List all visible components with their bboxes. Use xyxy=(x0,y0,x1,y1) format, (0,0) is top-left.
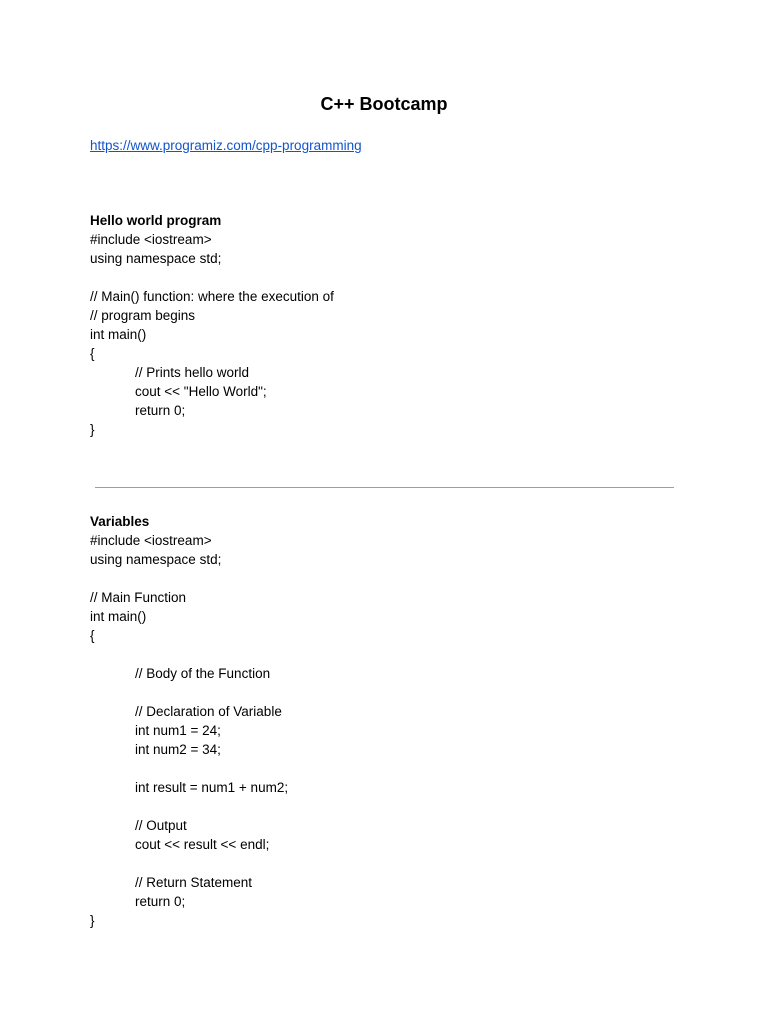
code-line: } xyxy=(90,422,95,437)
code-line: int result = num1 + num2; xyxy=(135,780,289,795)
blank-line xyxy=(90,645,288,664)
document-title: C++ Bootcamp xyxy=(320,94,448,114)
programiz-link[interactable]: https://www.programiz.com/cpp-programming xyxy=(90,138,362,153)
code-line: using namespace std; xyxy=(90,251,222,266)
blank-line xyxy=(90,683,288,702)
code-line: { xyxy=(90,628,95,643)
code-comment: // Output xyxy=(135,818,187,833)
blank-line xyxy=(90,797,288,816)
blank-line xyxy=(90,759,288,778)
code-line: { xyxy=(90,346,95,361)
code-line: return 0; xyxy=(135,403,186,418)
code-comment: // Declaration of Variable xyxy=(135,704,282,719)
code-comment: // Main() function: where the execution of xyxy=(90,289,334,304)
code-line: int num1 = 24; xyxy=(135,723,221,738)
hello-world-section xyxy=(90,211,334,439)
blank-line xyxy=(90,268,334,287)
code-line: using namespace std; xyxy=(90,552,222,567)
section-heading: Variables xyxy=(90,514,150,529)
code-line: #include <iostream> xyxy=(90,533,212,548)
horizontal-divider xyxy=(95,487,674,488)
code-line: return 0; xyxy=(135,894,186,909)
code-line: cout << "Hello World"; xyxy=(135,384,267,399)
code-line: int main() xyxy=(90,327,147,342)
code-comment: // Body of the Function xyxy=(135,666,271,681)
code-comment: // program begins xyxy=(90,308,196,323)
code-comment: // Prints hello world xyxy=(135,365,250,380)
blank-line xyxy=(90,854,288,873)
code-line: } xyxy=(90,913,95,928)
code-line: #include <iostream> xyxy=(90,232,212,247)
code-line: cout << result << endl; xyxy=(135,837,270,852)
section-heading: Hello world program xyxy=(90,213,222,228)
variables-section xyxy=(90,512,288,930)
blank-line xyxy=(90,569,288,588)
code-comment: // Return Statement xyxy=(135,875,253,890)
code-comment: // Main Function xyxy=(90,590,187,605)
code-line: int num2 = 34; xyxy=(135,742,221,757)
code-line: int main() xyxy=(90,609,147,624)
